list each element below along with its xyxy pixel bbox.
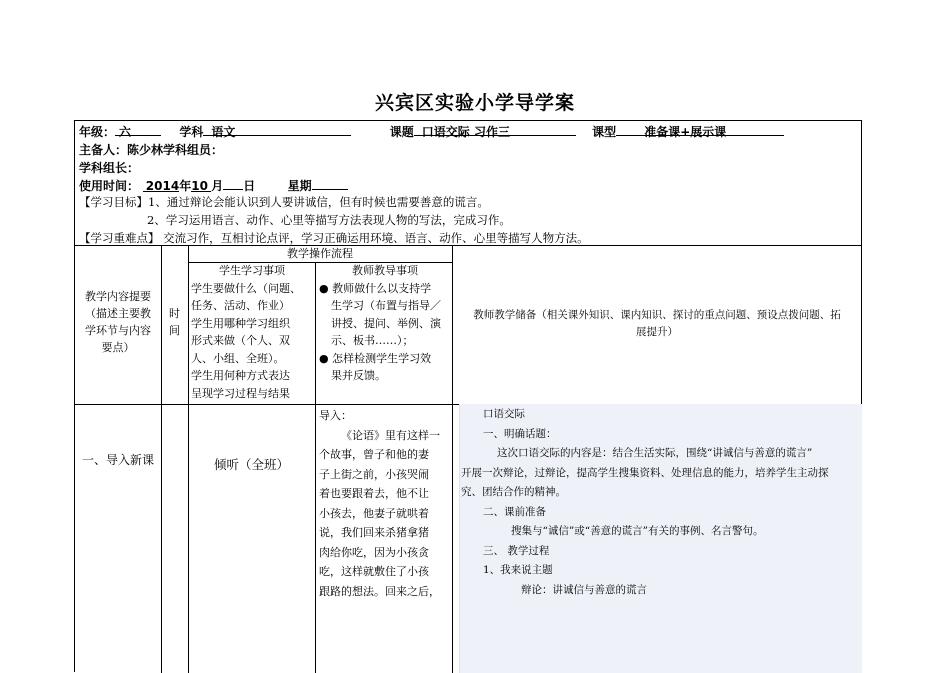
date-year: 2014 — [145, 179, 180, 193]
teacher-header-line: 讲授、提问、举例、演 — [331, 316, 441, 330]
col-divider-4 — [452, 245, 453, 673]
time-column-header — [161, 305, 188, 339]
preparer-label: 主备人： — [79, 143, 128, 157]
storage-header-line: 教师教学储备（相关课外知识、课内知识、探讨的重点问题、预设点拨问题、拓 — [473, 309, 841, 321]
grade-label: 年级： — [79, 125, 116, 139]
storage-line: 究、团结合作的精神。 — [461, 486, 566, 498]
row1-teacher-line: 吃，这样就敷住了小孩 — [319, 565, 429, 578]
date-month-unit: 月 — [211, 179, 224, 193]
row1-teacher-line: 导入： — [319, 409, 352, 422]
student-header-line: 学生学习事项 — [219, 264, 285, 277]
content-header-line: 要点） — [101, 341, 135, 354]
focus-tag: 【学习重难点】 — [79, 231, 160, 245]
storage-column-header — [455, 307, 859, 341]
teacher-header-line: 果并反馈。 — [331, 369, 386, 382]
col-divider-3 — [315, 262, 316, 673]
student-header-line: 呈现学习过程与结果 — [191, 386, 290, 400]
content-column-header — [75, 288, 161, 356]
row1-teacher-line: 跟路的想法。回来之后， — [319, 584, 440, 598]
learning-goal-1 — [79, 194, 489, 210]
weekday-label: 星期 — [287, 179, 312, 193]
storage-line: 口语交际 — [483, 408, 525, 420]
teacher-header-line: ● 怎样检测学生学习效 — [319, 351, 432, 365]
storage-line: 一、明确话题： — [483, 427, 557, 440]
preparer-value: 陈少林学科组员： — [127, 143, 224, 157]
lesson-type-label: 课型 — [592, 125, 617, 139]
leader-label: 学科组长： — [79, 161, 140, 175]
page-title: 兴宾区实验小学导学案 — [374, 92, 575, 114]
subject-label: 学科 — [179, 125, 204, 139]
subject-value: 语文 — [211, 125, 236, 139]
student-header-line: 学生要做什么（问题、 — [191, 281, 301, 295]
row1-teacher-line: 子上街之前，小孩哭闹 — [319, 467, 429, 481]
date-month: 10 — [191, 179, 208, 193]
row1-teacher-line: 说，我们回来杀猪拿猪 — [319, 526, 429, 539]
content-header-line: 学环节与内容 — [85, 324, 151, 337]
row1-student: 倾听（全班） — [213, 457, 289, 472]
goal-2-text: 2、学习运用语言、动作、心里等描写方法表现人物的写法，完成习作。 — [147, 213, 511, 227]
row1-teacher — [319, 406, 449, 601]
student-header-line: 学生用哪种学习组织 — [191, 316, 290, 330]
row1-storage — [461, 405, 859, 600]
time-header-line: 时 — [169, 307, 180, 320]
topic-value: 口语交际 习作三 — [421, 125, 510, 139]
row1-teacher-line: 个故事，曾子和他的妻 — [319, 448, 429, 461]
storage-line: 辩论：讲诚信与善意的谎言 — [521, 583, 647, 596]
content-header-line: （描述主要教 — [85, 307, 151, 320]
row1-teacher-line: 《论语》里有这样一 — [341, 428, 440, 442]
header-line-preparer — [79, 141, 223, 158]
row1-content: 一、导入新课 — [81, 453, 154, 467]
grade-value: 六 — [119, 125, 132, 139]
storage-header-line: 展提升） — [636, 326, 678, 338]
student-header-line: 形式来做（个人、双 — [191, 334, 290, 347]
lesson-type-value: 准备课+展示课 — [644, 125, 727, 139]
row1-teacher-line: 着也要跟着去，他不让 — [319, 487, 429, 500]
date-year-unit: 年 — [179, 179, 192, 193]
focus-text: 交流习作，互相讨论点评，学习正确运用环境、语言、动作、心里等描写人物方法。 — [163, 231, 589, 245]
teacher-header-line: 示、板书……）； — [331, 334, 414, 347]
date-label: 使用时间： — [79, 179, 140, 193]
content-header-line: 教学内容提要 — [85, 290, 151, 303]
storage-line: 三、 教学过程 — [483, 544, 550, 557]
header-line-grade — [79, 123, 784, 140]
teacher-header-line: ● 教师做什么以支持学 — [319, 281, 432, 295]
storage-line: 二、课前准备 — [483, 505, 546, 518]
storage-line: 搜集与“诚信”或“善意的谎言”有关的事例、名言警句。 — [511, 525, 764, 537]
header-line-leader — [79, 159, 139, 176]
storage-line: 这次口语交际的内容是：结合生活实际，围绕“讲诚信与善意的谎言” — [497, 447, 813, 459]
storage-line: 开展一次辩论，过辩论，提高学生搜集资料、处理信息的能力，培养学生主动探 — [461, 466, 829, 479]
student-header-line: 人、小组、全班）。 — [191, 351, 285, 365]
goal-tag: 【学习目标】 — [79, 195, 148, 209]
row1-teacher-line: 小孩去，他妻子就哄着 — [319, 506, 429, 520]
row1-teacher-line: 肉给你吃，因为小孩贪 — [319, 545, 429, 559]
teacher-column-header: 教师教导事项 ● 教师做什么以支持学 生学习（布置与指导／ 讲授、提问、举例、演 示、板书……）； ● 怎样检测学生学习效 果并反馈。 — [319, 262, 451, 385]
learning-focus — [79, 230, 589, 246]
header-line-date — [79, 177, 348, 194]
flow-header: 教学操作流程 — [287, 247, 353, 260]
learning-goal-2 — [147, 212, 511, 228]
date-day-unit: 日 — [243, 179, 256, 193]
teacher-header-line: 生学习（布置与指导／ — [331, 299, 441, 312]
lesson-plan-sheet — [74, 120, 862, 672]
student-header-line: 学生用何种方式表达 — [191, 369, 290, 382]
goal-1-text: 1、通过辩论会能认识到人要讲诚信，但有时候也需要善意的谎言。 — [148, 195, 489, 209]
topic-label: 课题 — [389, 125, 414, 139]
time-header-line: 间 — [169, 324, 180, 337]
student-header-line: 任务、活动、作业） — [191, 299, 290, 312]
student-column-header — [191, 262, 313, 402]
storage-line: 1、我来说主题 — [483, 564, 553, 576]
